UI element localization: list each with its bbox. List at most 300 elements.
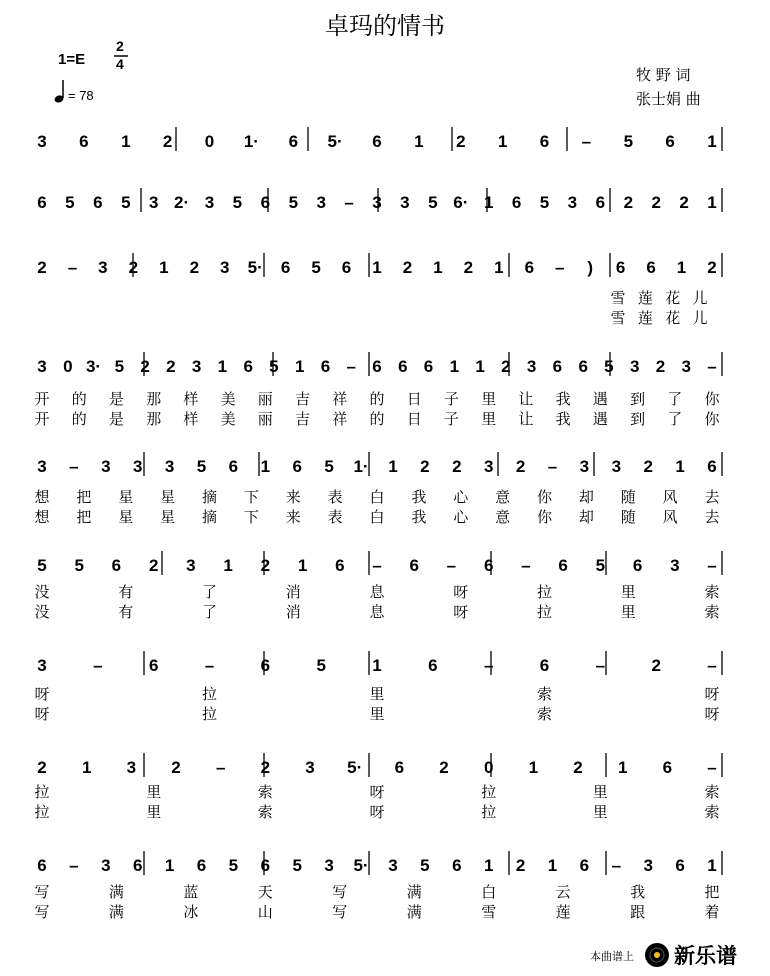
lyric-char: 冰 [183, 903, 199, 921]
lyric-char: 里 [146, 783, 162, 801]
note: 6 [260, 656, 271, 675]
note: 3 [611, 457, 622, 476]
lyric-char: 莲 [637, 309, 653, 327]
lyric-char: 雪 [610, 309, 626, 327]
lyric-char: 来 [285, 508, 301, 526]
note: 5 [121, 193, 131, 212]
note: 1 [528, 758, 539, 777]
lyric-char: 去 [704, 508, 720, 526]
lyric-char: 摘 [201, 488, 218, 506]
note: 6 [595, 193, 606, 212]
note: 2 [439, 758, 449, 777]
note: 1 [494, 258, 504, 277]
note: 1 [675, 457, 685, 476]
note: 3 [483, 457, 494, 476]
note: – [483, 656, 494, 675]
lyric-char: 星 [118, 488, 134, 506]
lyric-char: 是 [108, 410, 124, 428]
footer-caption: 本曲谱上 [590, 950, 634, 963]
quarter-note-icon [54, 80, 65, 104]
lyric-char: 我 [555, 410, 571, 428]
note: 2 [707, 258, 717, 277]
note: 1 [707, 132, 717, 151]
note: 6 [707, 457, 717, 476]
score-system [34, 352, 722, 428]
lyric-char: 把 [704, 883, 720, 901]
note: 5 [65, 193, 75, 212]
lyric-char: 花 [665, 309, 681, 327]
lyric-char: 满 [108, 883, 124, 901]
lyric-char: 丽 [257, 390, 273, 408]
lyric-char: 拉 [481, 803, 497, 821]
lyric-char: 我 [555, 390, 571, 408]
score-system [34, 651, 722, 723]
note: 3 [126, 758, 137, 777]
lyric-char: 里 [481, 410, 497, 428]
note: 5· [353, 856, 369, 875]
lyric-char: 满 [406, 883, 422, 901]
note: 2 [623, 193, 634, 212]
lyric-char: 想 [34, 488, 50, 506]
lyric-char: 星 [160, 488, 176, 506]
lyric-char: 呀 [453, 583, 469, 601]
note: 5 [428, 193, 438, 212]
note: 3 [101, 856, 111, 875]
note: – [547, 457, 558, 476]
note: 5 [623, 132, 634, 151]
note: – [581, 132, 592, 151]
note: 5· [347, 758, 363, 777]
note: 3 [316, 193, 326, 212]
lyric-char: 消 [285, 603, 301, 621]
lyric-char: 美 [220, 410, 236, 428]
note: 3 [526, 357, 537, 376]
note: 1 [217, 357, 228, 376]
lyric-char: 索 [536, 685, 553, 703]
lyric-char: 的 [369, 410, 385, 428]
note: – [346, 357, 356, 376]
note: 6 [372, 132, 382, 151]
note: 1 [164, 856, 175, 875]
note: – [611, 856, 622, 875]
note: 3 [219, 258, 230, 277]
lyric-char: 里 [620, 603, 636, 621]
note: 1 [81, 758, 92, 777]
note: 5 [420, 856, 430, 875]
lyric-char: 着 [704, 903, 720, 921]
note: 6 [37, 193, 47, 212]
lyric-char: 你 [536, 508, 553, 526]
note: – [521, 556, 531, 575]
note: 6 [280, 258, 291, 277]
note: 5· [247, 258, 263, 277]
note: 6 [335, 556, 345, 575]
note: 1 [297, 556, 308, 575]
note: 1 [260, 457, 271, 476]
note: – [707, 556, 717, 575]
lyric-char: 息 [369, 603, 385, 621]
note: 2 [260, 556, 271, 575]
score-system [34, 551, 722, 621]
note: 6 [558, 556, 568, 575]
lyric-char: 呀 [453, 603, 469, 621]
note: 1 [449, 357, 460, 376]
lyric-char: 把 [76, 508, 92, 526]
note: 6 [428, 656, 438, 675]
note: 3 [186, 556, 196, 575]
note: 2 [189, 258, 200, 277]
lyric-char: 白 [369, 508, 385, 526]
lyric-char: 心 [453, 508, 469, 526]
time-signature-bottom: 4 [116, 56, 124, 72]
lyric-char: 想 [34, 508, 50, 526]
footer-brand: 新乐谱 [674, 944, 737, 968]
note: – [67, 258, 78, 277]
note: 2 [655, 357, 666, 376]
note: 6 [511, 193, 522, 212]
note: 5 [288, 193, 299, 212]
lyric-char: 星 [160, 508, 176, 526]
note: – [69, 457, 79, 476]
lyric-char: 我 [411, 508, 427, 526]
note: 2 [573, 758, 583, 777]
lyric-char: 来 [285, 488, 301, 506]
note: 3 [132, 457, 143, 476]
note: 2 [452, 457, 462, 476]
lyric-char: 风 [662, 508, 678, 526]
note: 5 [269, 357, 279, 376]
lyric-char: 写 [34, 903, 50, 921]
note: 2 [171, 758, 181, 777]
note: 2 [260, 758, 271, 777]
lyric-char: 山 [257, 903, 273, 921]
lyric-char: 写 [332, 903, 348, 921]
lyric-char: 里 [592, 783, 608, 801]
note: 3 [324, 856, 334, 875]
note: 5 [324, 457, 334, 476]
note: 2 [128, 258, 139, 277]
composer-credit: 张士娟 曲 [636, 90, 701, 108]
lyric-char: 那 [146, 390, 162, 408]
note: 6 [483, 556, 494, 575]
note: 3 [579, 457, 590, 476]
lyric-char: 白 [369, 488, 385, 506]
note: 3 [681, 357, 691, 376]
lyricist-credit: 牧 野 词 [636, 66, 691, 84]
note: 6 [578, 357, 588, 376]
lyric-char: 满 [108, 903, 124, 921]
note: 6 [539, 656, 550, 675]
note: – [707, 758, 717, 777]
lyric-char: 呀 [704, 705, 720, 723]
lyric-char: 下 [243, 488, 259, 506]
lyric-char: 让 [518, 390, 534, 408]
lyric-char: 云 [555, 883, 571, 901]
note: 2 [148, 556, 159, 575]
lyric-char: 息 [369, 583, 385, 601]
note: 6 [398, 357, 408, 376]
note: 6 [615, 258, 626, 277]
note: 2 [140, 357, 150, 376]
lyric-char: 呀 [34, 685, 50, 703]
note: 6 [539, 132, 550, 151]
note: 6 [260, 193, 271, 212]
note: 3 [148, 193, 159, 212]
note: 3 [164, 457, 175, 476]
note: 0 [483, 758, 494, 777]
note: 2 [162, 132, 173, 151]
note: 5 [37, 556, 47, 575]
note: 3 [37, 457, 47, 476]
note: 5 [316, 656, 326, 675]
lyric-char: 拉 [201, 705, 218, 723]
score-system [34, 753, 722, 821]
note: 1 [617, 758, 628, 777]
note: 2 [515, 457, 526, 476]
lyric-char: 索 [257, 803, 273, 821]
lyric-char: 美 [220, 390, 236, 408]
note: 3 [388, 856, 398, 875]
note: 6 [37, 856, 47, 875]
note: ) [587, 258, 594, 277]
score-system [37, 253, 722, 327]
note: 5 [232, 193, 243, 212]
note: 3 [670, 556, 680, 575]
note: – [707, 656, 717, 675]
song-title: 卓玛的情书 [325, 12, 445, 40]
note: 2 [463, 258, 474, 277]
lyric-char: 你 [536, 488, 553, 506]
note: 2 [651, 193, 661, 212]
lyric-char: 去 [704, 488, 720, 506]
note: 6 [665, 132, 675, 151]
note: 6 [579, 856, 590, 875]
note: – [707, 357, 717, 376]
note: 1 [497, 132, 508, 151]
lyric-char: 日 [406, 390, 422, 408]
lyric-char: 索 [257, 783, 273, 801]
lyric-char: 儿 [692, 289, 708, 307]
note: 1 [433, 258, 443, 277]
note: 6 [552, 357, 563, 376]
note: 1· [243, 132, 259, 151]
lyric-char: 开 [34, 410, 50, 428]
score-system [34, 452, 722, 526]
lyric-char: 里 [592, 803, 608, 821]
note: 2 [37, 758, 47, 777]
lyric-char: 呀 [369, 803, 385, 821]
tempo-marking: = 78 [68, 88, 94, 103]
note: 6 [394, 758, 405, 777]
note: 6· [453, 193, 469, 212]
note: 6 [93, 193, 103, 212]
lyric-char: 祥 [332, 410, 348, 428]
note: 1 [159, 258, 169, 277]
lyric-char: 白 [481, 883, 497, 901]
note: 1 [121, 132, 131, 151]
note: 3 [400, 193, 410, 212]
lyric-char: 风 [662, 488, 678, 506]
lyric-char: 拉 [34, 783, 50, 801]
note: 3 [37, 656, 47, 675]
lyric-char: 你 [704, 410, 720, 428]
lyric-char: 摘 [201, 508, 218, 526]
lyric-char: 索 [704, 803, 720, 821]
note: – [69, 856, 79, 875]
note: 6 [452, 856, 462, 875]
note: 2 [679, 193, 689, 212]
note: 2· [174, 193, 190, 212]
lyric-char: 了 [201, 603, 218, 621]
lyric-char: 子 [443, 410, 459, 428]
note: 6 [675, 856, 685, 875]
lyric-char: 丽 [257, 410, 273, 428]
lyric-char: 开 [34, 390, 50, 408]
note: 6 [196, 856, 207, 875]
lyric-char: 拉 [481, 783, 497, 801]
note: 2 [501, 357, 511, 376]
vinyl-record-icon [645, 943, 669, 967]
note: 3 [37, 132, 47, 151]
lyric-char: 花 [665, 289, 681, 307]
lyric-char: 索 [704, 583, 720, 601]
key-signature: 1=E [58, 51, 86, 68]
lyric-char: 随 [620, 488, 636, 506]
note: 6 [260, 856, 271, 875]
lyric-char: 表 [327, 488, 343, 506]
score-systems [34, 127, 722, 921]
lyric-char: 吉 [295, 390, 311, 408]
lyric-char: 的 [369, 390, 385, 408]
lyric-char: 里 [146, 803, 162, 821]
lyric-char: 写 [34, 883, 50, 901]
lyric-char: 却 [578, 488, 594, 506]
lyric-char: 拉 [201, 685, 218, 703]
note: 2 [515, 856, 526, 875]
note: 3 [37, 357, 47, 376]
lyric-char: 意 [495, 488, 511, 506]
note: 5 [74, 556, 84, 575]
note: 6 [228, 457, 239, 476]
note: 1 [372, 258, 382, 277]
note: 6 [148, 656, 159, 675]
note: 6 [243, 357, 253, 376]
lyric-char: 天 [257, 883, 273, 901]
lyric-char: 样 [183, 390, 199, 408]
note: 3 [567, 193, 578, 212]
note: 1 [547, 856, 558, 875]
note: 6 [320, 357, 331, 376]
note: 5· [327, 132, 343, 151]
note: 1 [707, 856, 717, 875]
note: 1· [353, 457, 369, 476]
note: 0 [204, 132, 215, 151]
lyric-char: 莲 [637, 289, 653, 307]
note: 1 [388, 457, 398, 476]
note: 3· [85, 357, 102, 376]
note: – [344, 193, 354, 212]
note: – [204, 656, 215, 675]
lyric-char: 消 [285, 583, 301, 601]
lyric-char: 了 [667, 390, 683, 408]
note: 5 [292, 856, 302, 875]
lyric-char: 遇 [592, 390, 608, 408]
lyric-char: 蓝 [183, 883, 199, 901]
note: 1 [223, 556, 233, 575]
lyric-char: 了 [201, 583, 218, 601]
lyric-char: 儿 [692, 309, 708, 327]
note: 1 [294, 357, 305, 376]
note: 6 [632, 556, 643, 575]
note: 1 [483, 856, 494, 875]
lyric-char: 子 [443, 390, 459, 408]
note: 2 [651, 656, 661, 675]
note: 2 [420, 457, 430, 476]
lyric-char: 有 [118, 603, 134, 621]
note: 5 [311, 258, 321, 277]
note: 6 [409, 556, 419, 575]
note: 3 [372, 193, 382, 212]
note: 6 [292, 457, 302, 476]
note: 3 [643, 856, 653, 875]
note: – [554, 258, 565, 277]
lyric-char: 下 [243, 508, 259, 526]
lyric-char: 索 [536, 705, 553, 723]
note: 5 [604, 357, 614, 376]
lyric-char: 是 [108, 390, 124, 408]
note: 2 [37, 258, 47, 277]
note: 1 [707, 193, 717, 212]
note: 6 [111, 556, 122, 575]
lyric-char: 雪 [481, 903, 497, 921]
lyric-char: 里 [620, 583, 636, 601]
lyric-char: 日 [406, 410, 422, 428]
note: 5 [595, 556, 606, 575]
note: – [93, 656, 103, 675]
note: 6 [423, 357, 434, 376]
note: 1 [483, 193, 494, 212]
lyric-char: 到 [630, 410, 646, 428]
note: 5 [196, 457, 207, 476]
lyric-char: 意 [495, 508, 511, 526]
lyric-char: 里 [369, 705, 385, 723]
note: 0 [63, 357, 73, 376]
note: 6 [341, 258, 352, 277]
note: 2 [166, 357, 176, 376]
note: 1 [676, 258, 687, 277]
note: 1 [372, 656, 382, 675]
note: 5 [114, 357, 125, 376]
lyric-char: 祥 [332, 390, 348, 408]
lyric-char: 没 [34, 603, 50, 621]
note: 3 [98, 258, 108, 277]
lyric-char: 跟 [630, 903, 646, 921]
note: – [595, 656, 606, 675]
note: 2 [456, 132, 466, 151]
lyric-char: 随 [620, 508, 636, 526]
lyric-char: 我 [630, 883, 646, 901]
note: 1 [414, 132, 424, 151]
lyric-char: 呀 [704, 685, 720, 703]
note: 2 [643, 457, 653, 476]
lyric-char: 的 [71, 410, 87, 428]
lyric-char: 你 [704, 390, 720, 408]
note: 1 [475, 357, 485, 376]
lyric-char: 却 [578, 508, 594, 526]
lyric-char: 呀 [369, 783, 385, 801]
note: 6 [646, 258, 656, 277]
lyric-char: 索 [704, 783, 720, 801]
